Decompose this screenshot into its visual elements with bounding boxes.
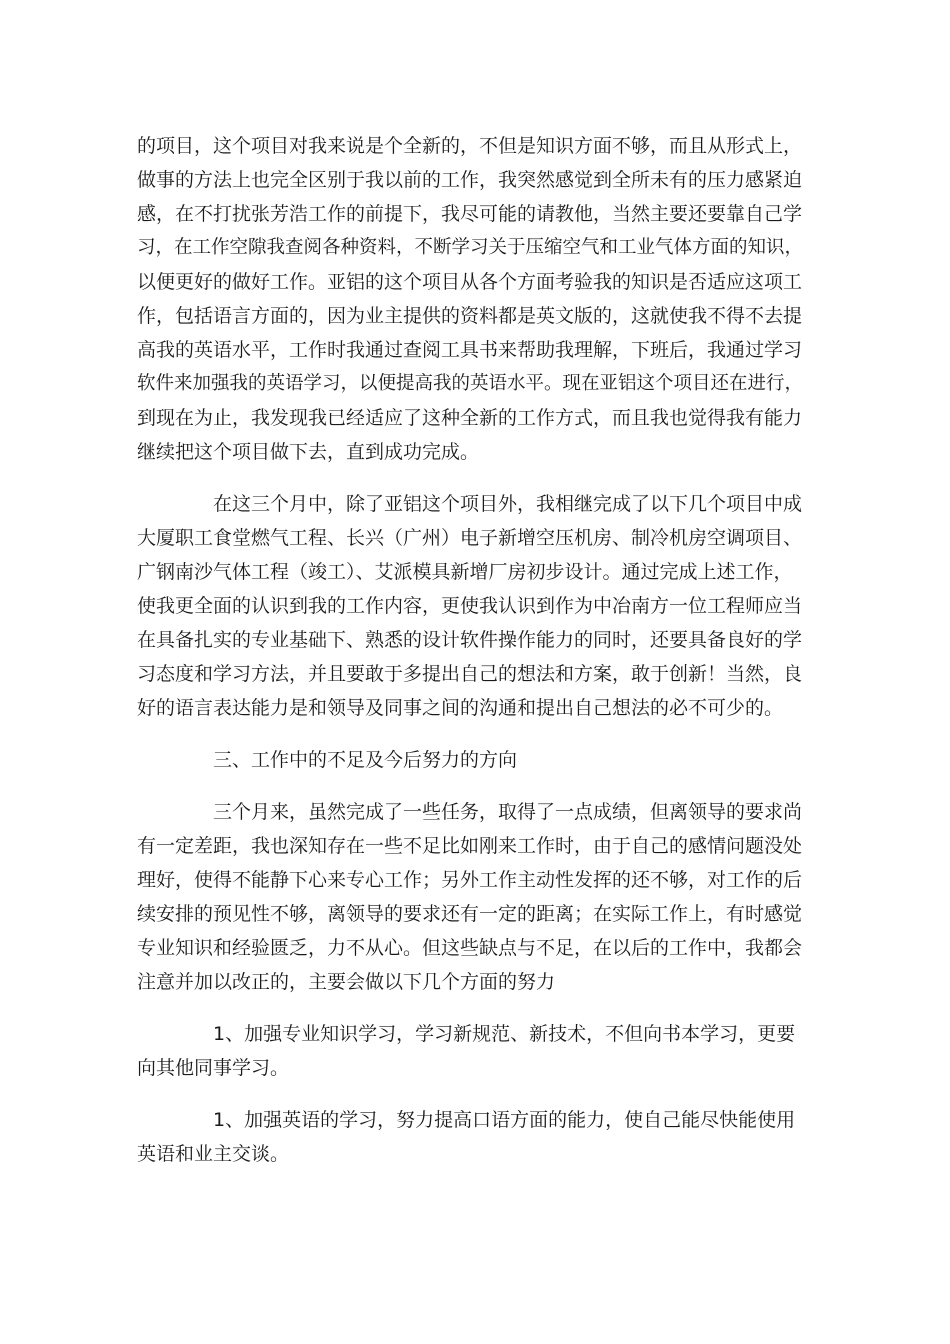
paragraph-1-line: 软件来加强我的英语学习，以便提高我的英语水平。现在亚铝这个项目还在进行，	[137, 373, 804, 394]
paragraph-2-line: 好的语言表达能力是和领导及同事之间的沟通和提出自己想法的必不可少的。	[137, 697, 784, 719]
list-item-line: 1、加强专业知识学习，学习新规范、新技术，不但向书本学习，更要	[213, 1023, 796, 1045]
paragraph-1-line: 高我的英语水平，工作时我通过查阅工具书来帮助我理解，下班后，我通过学习	[137, 339, 803, 361]
paragraph-2-line: 广钢南沙气体工程（竣工）、艾派模具新增厂房初步设计。通过完成上述工作，	[137, 561, 793, 583]
paragraph-3-line: 注意并加以改正的，主要会做以下几个方面的努力	[137, 971, 556, 993]
paragraph-2-line: 在这三个月中，除了亚铝这个项目外，我相继完成了以下几个项目中成	[213, 493, 803, 515]
section-heading: 三、工作中的不足及今后努力的方向	[213, 749, 518, 771]
paragraph-3-line: 有一定差距，我也深知存在一些不足比如刚来工作时，由于自己的感情问题没处	[137, 835, 803, 857]
paragraph-1-line: 作，包括语言方面的，因为业主提供的资料都是英文版的，这就使我不得不去提	[137, 305, 803, 327]
paragraph-1-line: 习，在工作空隙我查阅各种资料，不断学习关于压缩空气和工业气体方面的知识，	[137, 237, 804, 258]
paragraph-3-line: 专业知识和经验匮乏，力不从心。但这些缺点与不足，在以后的工作中，我都会	[137, 937, 803, 959]
list-item-line: 英语和业主交谈。	[137, 1143, 290, 1165]
paragraph-2-line: 使我更全面的认识到我的工作内容，更使我认识到作为中冶南方一位工程师应当	[137, 595, 803, 617]
paragraph-3-line: 理好，使得不能静下心来专心工作；另外工作主动性发挥的还不够，对工作的后	[137, 869, 803, 891]
paragraph-2-line: 习态度和学习方法，并且要敢于多提出自己的想法和方案，敢于创新！当然，良	[137, 663, 803, 685]
paragraph-2-line: 大厦职工食堂燃气工程、长兴（广州）电子新增空压机房、制冷机房空调项目、	[137, 527, 803, 549]
paragraph-3-line: 三个月来，虽然完成了一些任务，取得了一点成绩，但离领导的要求尚	[213, 801, 803, 823]
paragraph-2-line: 在具备扎实的专业基础下、熟悉的设计软件操作能力的同时，还要具备良好的学	[137, 629, 803, 651]
list-item-line: 向其他同事学习。	[137, 1057, 290, 1079]
paragraph-1-line: 到现在为止，我发现我已经适应了这种全新的工作方式，而且我也觉得我有能力	[137, 407, 803, 429]
paragraph-1-line: 继续把这个项目做下去，直到成功完成。	[137, 441, 480, 463]
paragraph-1-line: 感，在不打扰张芳浩工作的前提下，我尽可能的请教他，当然主要还要靠自己学	[137, 203, 803, 225]
paragraph-1-line: 的项目，这个项目对我来说是个全新的，不但是知识方面不够，而且从形式上，	[137, 135, 803, 157]
list-item-line: 1、加强英语的学习，努力提高口语方面的能力，使自己能尽快能使用	[213, 1109, 796, 1131]
paragraph-1-line: 做事的方法上也完全区别于我以前的工作，我突然感觉到全所未有的压力感紧迫	[137, 169, 803, 191]
paragraph-1-line: 以便更好的做好工作。亚铝的这个项目从各个方面考验我的知识是否适应这项工	[137, 271, 803, 293]
paragraph-3-line: 续安排的预见性不够，离领导的要求还有一定的距离；在实际工作上，有时感觉	[137, 903, 803, 925]
